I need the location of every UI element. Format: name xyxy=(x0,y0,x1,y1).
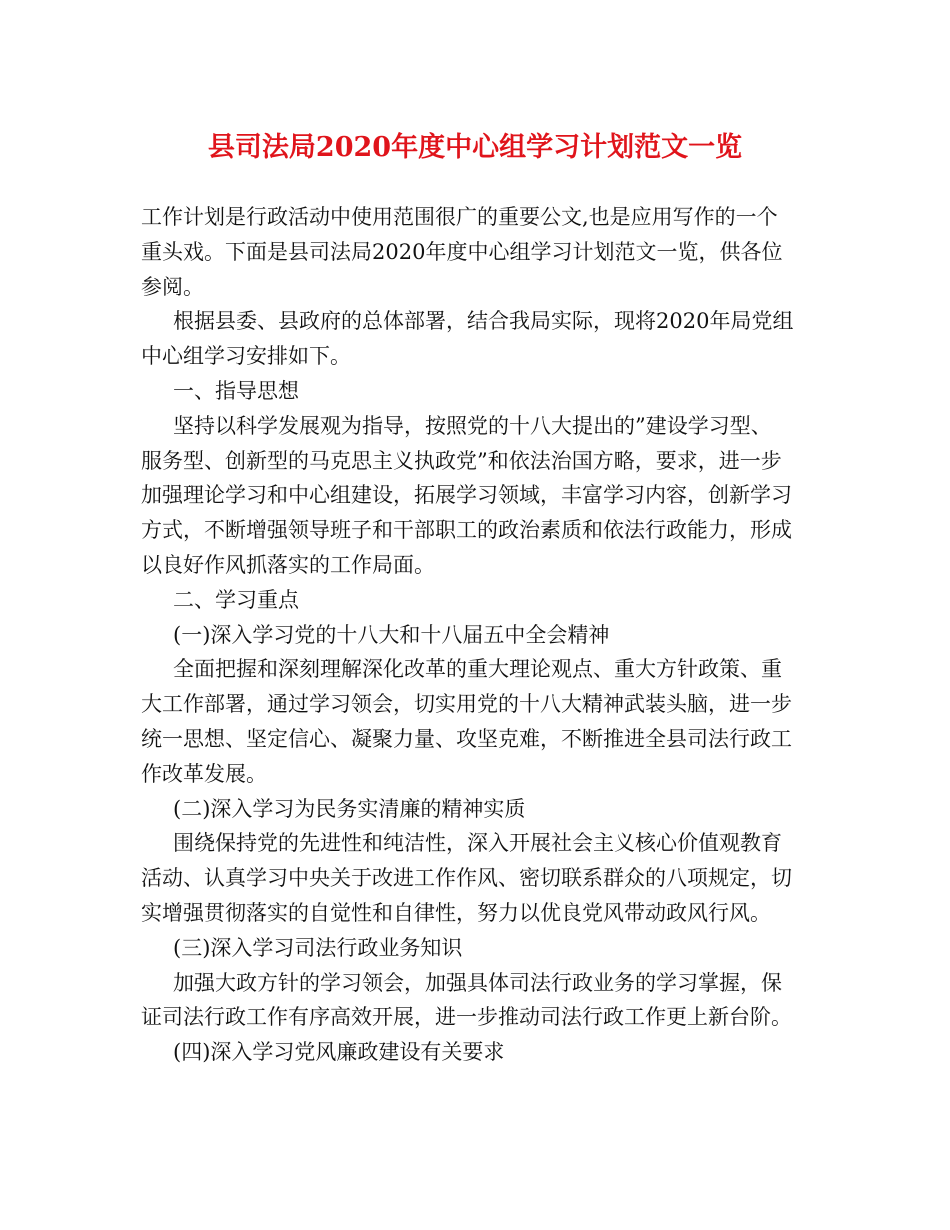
text-line: 活动、认真学习中央关于改进工作作风、密切联系群众的八项规定，切 xyxy=(141,866,792,891)
text-line: 服务型、创新型的马克思主义执政党”和依法治国方略，要求，进一步 xyxy=(141,448,782,473)
text-line: 统一思想、坚定信心、凝聚力量、攻坚克难，不断推进全县司法行政工 xyxy=(141,726,792,751)
text-line: 加强理论学习和中心组建设，拓展学习领域，丰富学习内容，创新学习 xyxy=(141,483,792,508)
text-line: (四)深入学习党风廉政建设有关要求 xyxy=(173,1040,505,1065)
text-line: 作改革发展。 xyxy=(141,761,267,786)
document-body xyxy=(141,200,813,1070)
text-line: 工作计划是行政活动中使用范围很广的重要公文,也是应用写作的一个 xyxy=(141,205,778,229)
text-line: (一)深入学习党的十八大和十八届五中全会精神 xyxy=(173,622,610,647)
text-line: 证司法行政工作有序高效开展，进一步推动司法行政工作更上新台阶。 xyxy=(141,1005,792,1030)
text-line: 参阅。 xyxy=(141,274,204,299)
text-line: 大工作部署，通过学习领会，切实用党的十八大精神武装头脑，进一步 xyxy=(141,692,792,717)
document-title: 县司法局2020年度中心组学习计划范文一览 xyxy=(207,132,743,163)
text-line: 坚持以科学发展观为指导，按照党的十八大提出的”建设学习型、 xyxy=(173,413,772,438)
text-line: (二)深入学习为民务实清廉的精神实质 xyxy=(173,796,526,821)
text-line: 一、指导思想 xyxy=(173,378,299,403)
text-line: 以良好作风抓落实的工作局面。 xyxy=(141,552,435,577)
text-line: 实增强贯彻落实的自觉性和自律性，努力以优良党风带动政风行风。 xyxy=(141,900,771,925)
text-line: 加强大政方针的学习领会，加强具体司法行政业务的学习掌握，保 xyxy=(173,970,782,995)
text-line: 二、学习重点 xyxy=(173,587,299,612)
text-line: 全面把握和深刻理解深化改革的重大理论观点、重大方针政策、重 xyxy=(173,657,782,682)
text-line: 重头戏。下面是县司法局2020年度中心组学习计划范文一览，供各位 xyxy=(141,239,783,264)
text-line: 中心组学习安排如下。 xyxy=(141,344,351,369)
text-line: 围绕保持党的先进性和纯洁性，深入开展社会主义核心价值观教育 xyxy=(173,831,782,856)
text-line: 方式，不断增强领导班子和干部职工的政治素质和依法行政能力，形成 xyxy=(141,518,792,543)
text-line: (三)深入学习司法行政业务知识 xyxy=(173,935,463,960)
text-line: 根据县委、县政府的总体部署，结合我局实际，现将2020年局党组 xyxy=(173,309,794,334)
